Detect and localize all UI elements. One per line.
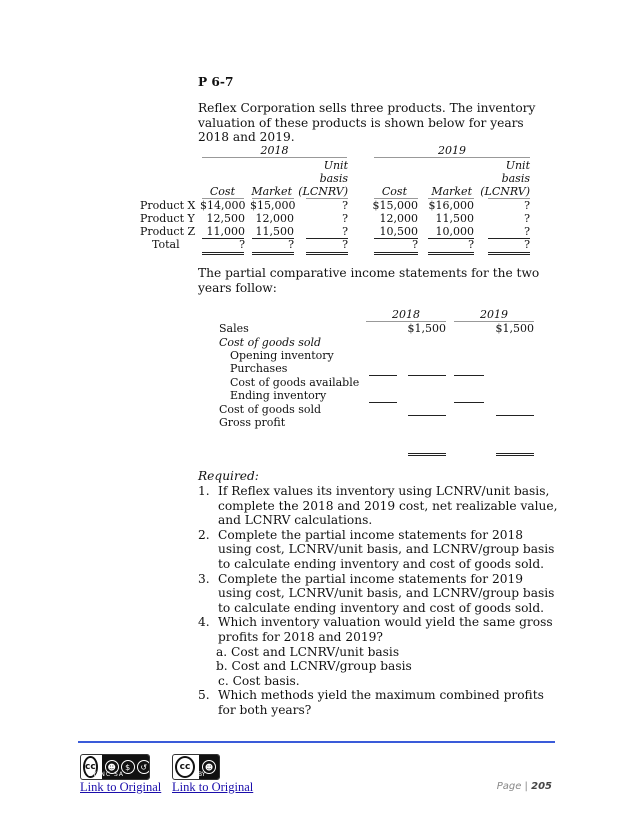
- requirement-item: [198, 528, 558, 572]
- footer-rule: [78, 741, 555, 743]
- cell-cost-2018: ?: [239, 238, 245, 251]
- requirement-item: [198, 688, 558, 717]
- requirement-number: 4.: [198, 615, 210, 630]
- cell-market-2019: 10,000: [435, 225, 474, 238]
- cell-cost-2019: ?: [412, 238, 418, 251]
- cost-header-2019: Cost: [381, 185, 407, 198]
- nc-label: NC: [100, 771, 112, 778]
- sales-label: Sales: [219, 322, 249, 335]
- requirement-number: 2.: [198, 527, 210, 542]
- cell-market-2018: 11,500: [255, 225, 294, 238]
- cell-unit-2019: ?: [524, 212, 530, 225]
- market-header-2018: Market: [251, 185, 292, 198]
- requirement-text: Which inventory valuation would yield the same gross profits for 2018 and 2019?: [218, 615, 553, 644]
- purchases-label: Purchases: [230, 362, 288, 375]
- cell-cost-2018: $14,000: [200, 199, 246, 212]
- by-icon: ☻: [202, 760, 216, 774]
- nc-icon: $: [121, 760, 135, 774]
- requirement-item: [198, 572, 558, 616]
- link-to-original-1[interactable]: Link to Original: [80, 780, 162, 794]
- cell-cost-2018: 11,000: [206, 225, 245, 238]
- requirement-number: 1.: [198, 484, 210, 498]
- cell-unit-2018: ?: [342, 238, 348, 251]
- cell-unit-2019: ?: [524, 199, 530, 212]
- sales-2019: $1,500: [495, 322, 534, 335]
- market-header-2019: Market: [431, 185, 472, 198]
- requirement-text: Which methods yield the maximum combined profits for both years?: [218, 688, 544, 717]
- goods-available-label: Cost of goods available: [230, 376, 360, 389]
- cell-unit-2018: ?: [342, 225, 348, 238]
- sub-item: a. Cost and LCNRV/unit basis: [216, 644, 400, 659]
- cogs-heading: Cost of goods sold: [219, 336, 322, 349]
- cell-unit-2018: ?: [342, 212, 348, 225]
- unit-basis-header-2019-1: Unit: [505, 159, 530, 172]
- page-footer: [497, 781, 552, 792]
- sa-label: SA: [113, 771, 125, 778]
- statements-paragraph: The partial comparative income statements for the two years follow:: [198, 266, 540, 295]
- year-2019-header: 2019: [438, 144, 466, 157]
- cell-market-2019: $16,000: [428, 199, 474, 212]
- requirement-text: If Reflex values its inventory using LCNRV/unit basis, complete the 2018 and 2019 cost, net realizable value, and LCNRV calculations.: [218, 484, 558, 528]
- requirements-list: [198, 484, 558, 718]
- unit-basis-header-2018-3: (LCNRV): [298, 185, 348, 198]
- unit-basis-header-2019-3: (LCNRV): [480, 185, 530, 198]
- cell-cost-2018: 12,500: [206, 212, 245, 225]
- page-number: 205: [531, 781, 552, 792]
- by-label: BY: [88, 771, 98, 778]
- ending-inventory-label: Ending inventory: [230, 389, 327, 402]
- requirement-number: 5.: [198, 688, 210, 703]
- requirement-text: Complete the partial income statements for 2018 using cost, LCNRV/unit basis, and LCNRV/group basis to calculate ending inventory and cost of goods sold.: [218, 527, 555, 571]
- requirement-item: [198, 484, 558, 528]
- sub-item: b. Cost and LCNRV/group basis: [216, 659, 412, 674]
- unit-basis-header-2019-2: basis: [501, 172, 530, 185]
- sub-item: c. Cost basis.: [218, 673, 300, 688]
- unit-basis-header-2018-2: basis: [319, 172, 348, 185]
- cell-cost-2019: 10,500: [379, 225, 418, 238]
- cell-cost-2019: 12,000: [379, 212, 418, 225]
- cell-market-2018: ?: [288, 238, 294, 251]
- gross-profit-label: Gross profit: [219, 416, 286, 429]
- cell-market-2018: 12,000: [255, 212, 294, 225]
- by-label-2: BY: [198, 771, 206, 778]
- cogs-label: Cost of goods sold: [219, 403, 322, 416]
- link-to-original-2[interactable]: Link to Original: [172, 780, 254, 794]
- cell-market-2018: $15,000: [250, 199, 296, 212]
- row-label-total: Total: [152, 238, 180, 251]
- row-label: Product X: [140, 199, 196, 212]
- by-icon: ☻: [105, 760, 119, 774]
- cc-by-badge[interactable]: [172, 754, 220, 780]
- year-2018-header: 2018: [392, 308, 420, 321]
- page-label: Page |: [496, 781, 528, 792]
- year-2019-header: 2019: [480, 308, 508, 321]
- sales-2018: $1,500: [407, 322, 446, 335]
- requirement-number: 3.: [198, 571, 210, 586]
- requirement-text: Complete the partial income statements for 2019 using cost, LCNRV/unit basis, and LCNRV/group basis to calculate ending inventory and cost of goods sold.: [218, 571, 555, 615]
- cell-market-2019: 11,500: [435, 212, 474, 225]
- intro-paragraph: Reflex Corporation sells three products. The inventory valuation of these products is shown below for years 2018 and 2019.: [198, 101, 536, 144]
- cell-unit-2018: ?: [342, 199, 348, 212]
- problem-title: P 6-7: [198, 75, 234, 89]
- cc-icon: cc: [83, 756, 98, 778]
- row-label: Product Y: [140, 212, 195, 225]
- year-2018-header: 2018: [260, 144, 289, 157]
- unit-basis-header-2018-1: Unit: [323, 159, 348, 172]
- sa-icon: ↺: [137, 760, 150, 774]
- required-label: Required:: [198, 469, 259, 483]
- row-label: Product Z: [140, 225, 196, 238]
- cell-unit-2019: ?: [524, 225, 530, 238]
- requirement-item: [198, 615, 558, 644]
- cell-unit-2019: ?: [524, 238, 530, 251]
- cost-header-2018: Cost: [209, 185, 235, 198]
- cell-cost-2019: $15,000: [372, 199, 418, 212]
- opening-inventory-label: Opening inventory: [230, 349, 334, 362]
- cell-market-2019: ?: [468, 238, 474, 251]
- cc-icon: cc: [175, 756, 195, 778]
